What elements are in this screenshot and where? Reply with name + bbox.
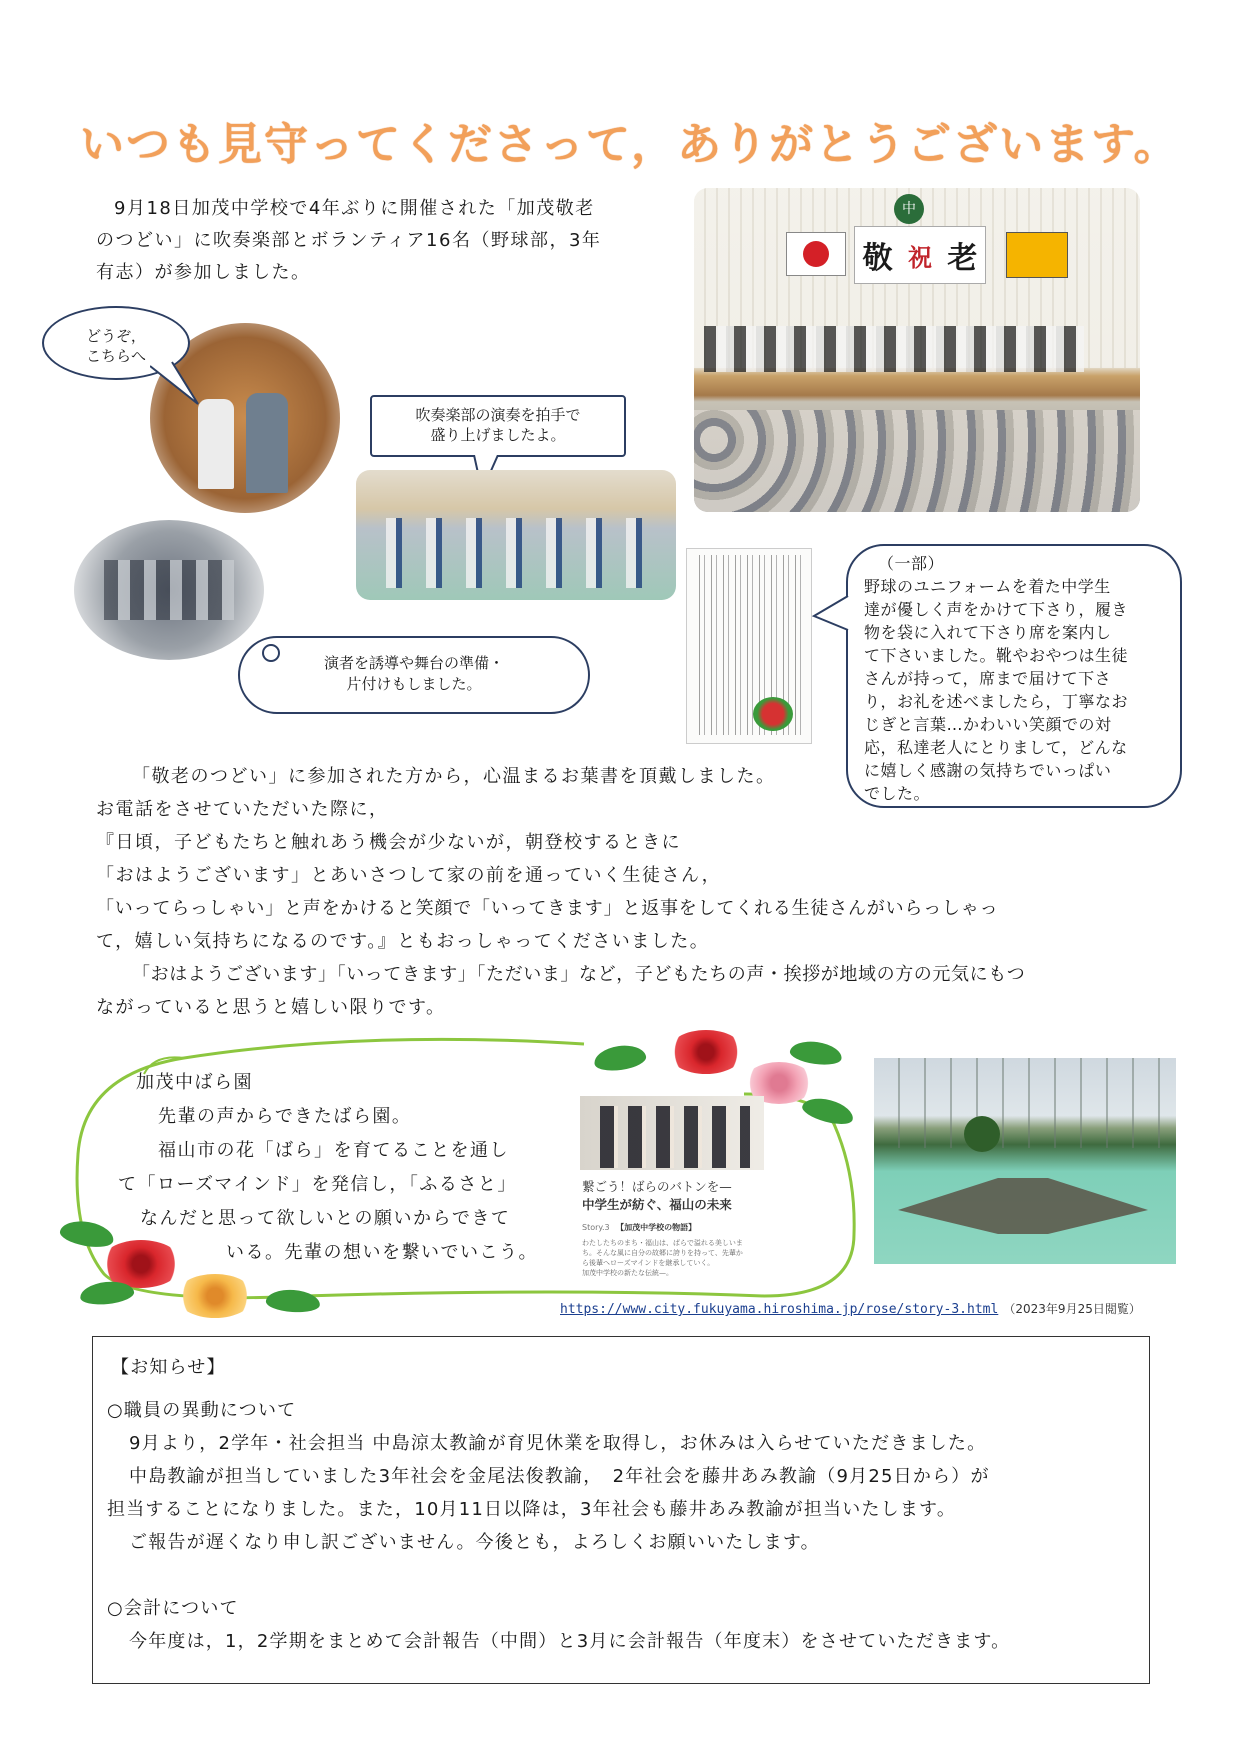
body-line: て，嬉しい気持ちになるのです。』ともおっしゃってくださいました。 xyxy=(96,931,710,952)
article-story-label xyxy=(582,1222,696,1233)
audience-photo xyxy=(74,520,264,660)
intro-paragraph xyxy=(96,193,676,289)
yellow-rose-icon xyxy=(176,1274,254,1318)
cloud-dot xyxy=(262,644,280,662)
story-title: 【加茂中学校の物語】 xyxy=(616,1223,697,1232)
article-headline-line: 繋ごう！ばらのバトンを— xyxy=(582,1179,732,1194)
body-line: 「おはようございます」「いってきます」「ただいま」など，子どもたちの声・挨拶が地域の方の元気にもつ xyxy=(132,964,1026,985)
bubble-text: 片付けもしました。 xyxy=(346,675,482,693)
notice-line: 担当することになりました。また，10月11日以降は，3年社会も藤井あみ教諭が担当いたします。 xyxy=(107,1499,957,1520)
quote-line: （一部） xyxy=(878,554,945,573)
body-line: お電話をさせていただいた際に， xyxy=(96,799,389,820)
japan-flag xyxy=(786,232,846,276)
bubble-text: 演者を誘導や舞台の準備・ xyxy=(323,654,504,672)
rose-garden-line: て「ローズマインド」を発信し，「ふるさと」 xyxy=(118,1174,517,1195)
banner-char: 祝 xyxy=(907,243,932,272)
rose-garden-line: 先輩の声からできたばら園。 xyxy=(158,1106,412,1127)
rose-garden-line: 福山市の花「ばら」を育てることを通し xyxy=(158,1140,509,1161)
rose-garden-line: いる。先輩の想いを繋いでいこう。 xyxy=(226,1242,538,1263)
quote-line: 野球のユニフォームを着た中学生 xyxy=(864,577,1111,596)
notice-box xyxy=(92,1336,1150,1684)
article-headline-line: 中学生が紡ぐ、福山の未来 xyxy=(582,1197,732,1212)
rose-garden-line: なんだと思って欲しいとの願いからできて xyxy=(140,1208,511,1229)
quote-bubble-tail xyxy=(812,590,852,640)
guide-cloud-bubble xyxy=(238,636,590,714)
article-clipping xyxy=(580,1096,764,1286)
band-members xyxy=(704,316,1084,376)
page-title: いつも見守ってくださって，ありがとうございます。 xyxy=(80,119,1180,170)
body-line: ながっていると思うと嬉しい限りです。 xyxy=(96,997,446,1018)
article-body xyxy=(582,1238,766,1278)
notice-heading: 【お知らせ】 xyxy=(111,1357,226,1378)
quote-line: さんが持って，席まで届けて下さ xyxy=(864,669,1112,688)
notice-line: 今年度は，1，2学期をまとめて会計報告（中間）と3月に会計報告（年度末）をさせていただきます。 xyxy=(129,1631,1011,1652)
keiro-banner xyxy=(854,226,986,284)
banner-char: 老 xyxy=(947,241,978,276)
article-text-line: わたしたちのまち・福山は、ばらで溢れる美しいま xyxy=(582,1239,743,1247)
quote-line: 達が優しく声をかけて下さり，履き xyxy=(864,600,1129,619)
bubble-text: こちらへ xyxy=(85,347,146,365)
article-headline xyxy=(582,1178,732,1214)
source-date: （2023年9月25日閲覧） xyxy=(1003,1302,1141,1316)
source-link[interactable]: https://www.city.fukuyama.hiroshima.jp/rose/story-3.html xyxy=(560,1302,999,1317)
quote-line: り，お礼を述べましたら，丁寧なお xyxy=(864,692,1129,711)
banner-char: 敬 xyxy=(862,241,893,276)
quote-line: に嬉しく感謝の気持ちでいっぱい xyxy=(864,761,1112,780)
rose-garden-text xyxy=(118,1066,576,1270)
quote-line: 物を袋に入れて下さり席を案内し xyxy=(864,623,1112,642)
intro-line: 9月18日加茂中学校で4年ぶりに開催された「加茂敬老 xyxy=(114,198,595,219)
body-line: 「いってらっしゃい」と声をかけると笑顔で「いってきます」と返事をしてくれる生徒さんがいらっしゃっ xyxy=(96,898,999,919)
audience xyxy=(694,410,1140,512)
school-flag xyxy=(1006,232,1068,278)
quote-line: て下さいました。靴やおやつは生徒 xyxy=(864,646,1129,665)
intro-line: 有志）が参加しました。 xyxy=(96,262,311,283)
postcard-image xyxy=(686,548,812,744)
welcome-bubble-tail xyxy=(150,360,210,410)
body-line: 「敬老のつどい」に参加された方から，心温まるお葉書を頂戴しました。 xyxy=(132,766,776,787)
intro-line: のつどい」に吹奏楽部とボランティア16名（野球部，3年 xyxy=(96,230,602,251)
article-text-line: ち。そんな風に自分の故郷に誇りを持って、先輩か xyxy=(582,1249,743,1257)
notice-line: ご報告が遅くなり申し訳ございません。今後とも，よろしくお願いいたします。 xyxy=(129,1532,820,1553)
bubble-text: 吹奏楽部の演奏を拍手で xyxy=(415,406,581,424)
stage-photo xyxy=(694,188,1140,512)
article-text-line: ら後輩へローズマインドを継承していく。 xyxy=(582,1259,715,1267)
notice-line: 9月より，2学年・社会担当 中島涼太教諭が育児休業を取得し，お休みは入らせていただきました。 xyxy=(129,1433,987,1454)
body-paragraph xyxy=(96,760,1156,1024)
red-rose-icon xyxy=(668,1030,744,1074)
rose-garden-photo xyxy=(874,1058,1176,1264)
notice-line: 中島教諭が担当していました3年社会を金尾法俊教諭， 2年社会を藤井あみ教諭（9月25日から）が xyxy=(129,1466,990,1487)
staff-change-heading: ○職員の異動について xyxy=(107,1400,297,1421)
article-photo xyxy=(580,1096,764,1170)
bubble-text: どうぞ， xyxy=(86,327,146,345)
body-line: 『日頃，子どもたちと触れあう機会が少ないが，朝登校するときに xyxy=(96,832,681,853)
quote-line: じぎと言葉…かわいい笑顔での対 xyxy=(864,715,1112,734)
school-emblem: 中 xyxy=(894,194,924,224)
article-text-line: 加茂中学校の新たな伝統—。 xyxy=(582,1269,673,1277)
story-label: Story.3 xyxy=(582,1223,610,1232)
volunteers-photo xyxy=(356,470,676,600)
source-citation xyxy=(560,1298,1141,1317)
quote-line: 応，私達老人にとりまして，どんな xyxy=(864,738,1128,757)
accounting-heading: ○会計について xyxy=(107,1598,239,1619)
rose-garden-heading: 加茂中ばら園 xyxy=(136,1072,253,1093)
bubble-text: 盛り上げましたよ。 xyxy=(430,426,566,444)
body-line: 「おはようございます」とあいさつして家の前を通っていく生徒さん， xyxy=(96,865,722,886)
quote-line: でした。 xyxy=(864,784,931,803)
applause-speech-bubble xyxy=(370,395,626,457)
